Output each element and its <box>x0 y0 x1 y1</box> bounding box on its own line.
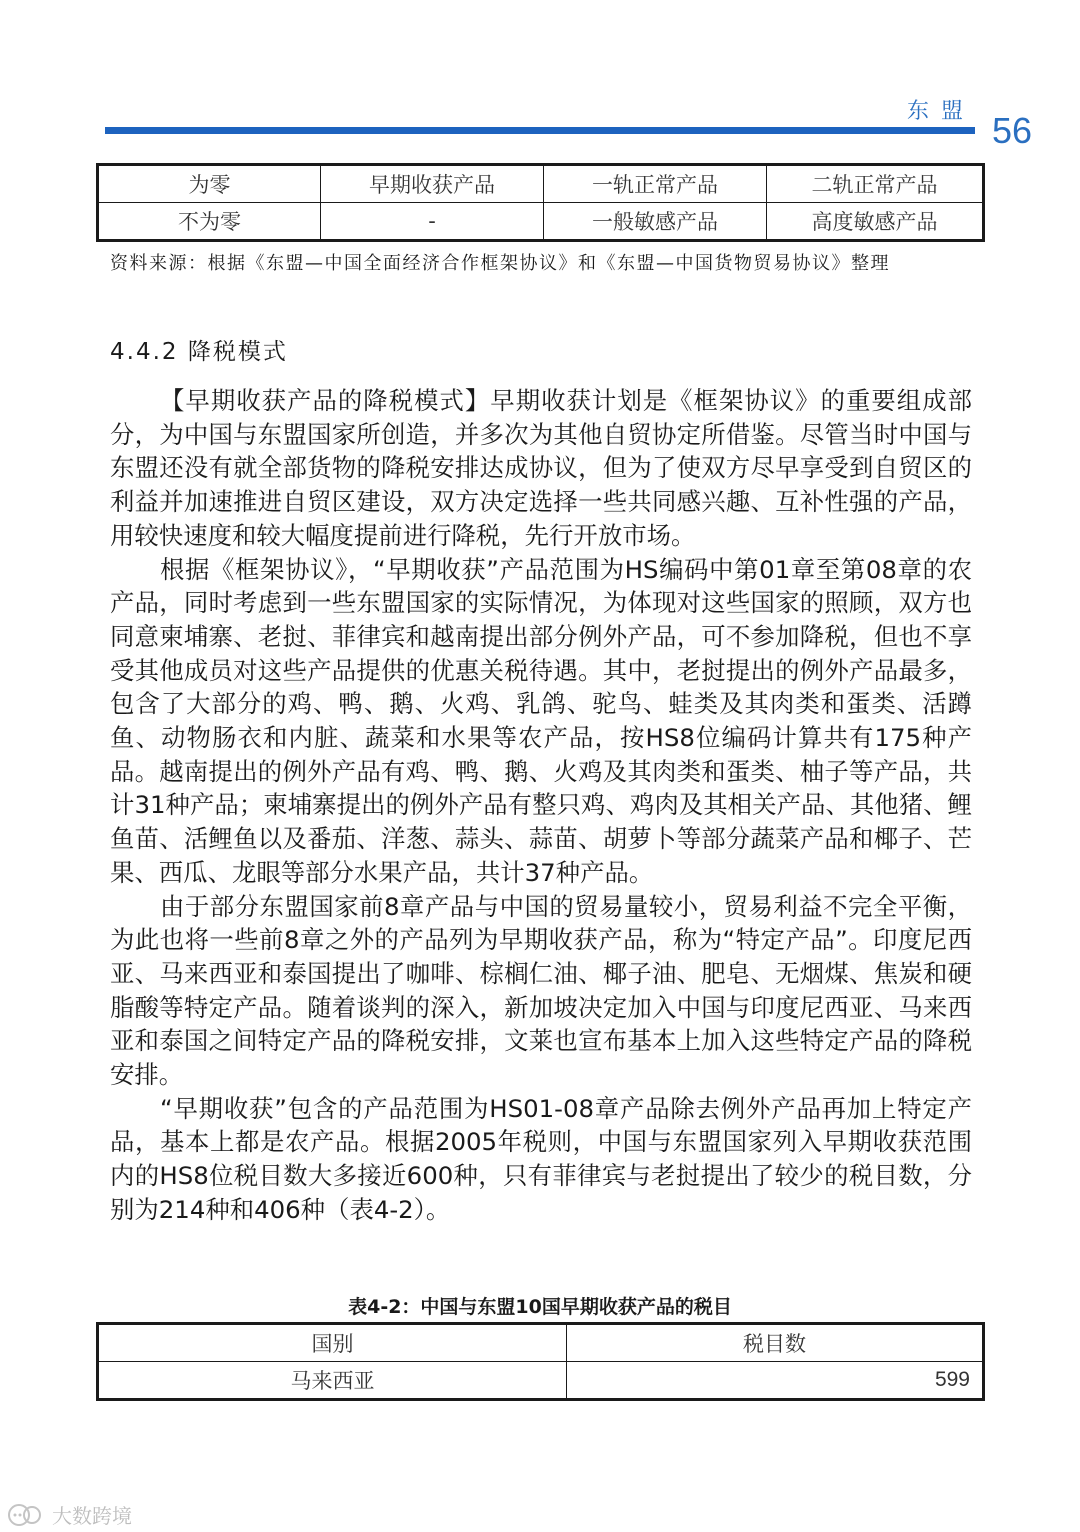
watermark <box>6 1500 132 1529</box>
table-cell: 一轨正常产品 <box>544 165 767 203</box>
paragraph: 由于部分东盟国家前8章产品与中国的贸易量较小，贸易利益不完全平衡，为此也将一些前8章之外的产品列为早期收获产品，称为“特定产品”。印度尼西亚、马来西亚和泰国提出了咖啡、棕榈仁油、椰子油、肥皂、无烟煤、焦炭和硬脂酸等特定产品。随着谈判的深入，新加坡决定加入中国与印度尼西亚、马来西亚和泰国之间特定产品的降税安排，文莱也宣布基本上加入这些特定产品的降税安排。 <box>110 891 972 1090</box>
table-cell: 高度敏感产品 <box>767 203 984 241</box>
tariff-category-table <box>96 163 985 242</box>
source-note: 资料来源：根据《东盟—中国全面经济合作框架协议》和《东盟—中国货物贸易协议》整理 <box>110 253 890 274</box>
table-cell: 马来西亚 <box>98 1362 567 1400</box>
header-section-title: 东盟 <box>906 99 975 124</box>
column-header: 税目数 <box>567 1324 984 1362</box>
table-cell: - <box>321 203 544 241</box>
chat-bubbles-icon <box>6 1502 46 1528</box>
body-text <box>110 384 972 1227</box>
table-cell: 不为零 <box>98 203 321 241</box>
table-caption: 表4-2：中国与东盟10国早期收获产品的税目 <box>348 1296 732 1318</box>
paragraph: 【早期收获产品的降税模式】早期收获计划是《框架协议》的重要组成部分，为中国与东盟国家所创造，并多次为其他自贸协定所借鉴。尽管当时中国与东盟还没有就全部货物的降税安排达成协议，但为了使双方尽早享受到自贸区的利益并加速推进自贸区建设，双方决定选择一些共同感兴趣、互补性强的产品，用较快速度和较大幅度提前进行降税，先行开放市场。 <box>110 386 972 550</box>
watermark-text: 大数跨境 <box>52 1504 132 1528</box>
table-cell: 二轨正常产品 <box>767 165 984 203</box>
paragraph: “早期收获”包含的产品范围为HS01-08章产品除去例外产品再加上特定产品，基本上都是农产品。根据2005年税则，中国与东盟国家列入早期收获范围内的HS8位税目数大多接近600种，只有菲律宾与老挝提出了较少的税目数，分别为214种和406种（表4-2）。 <box>110 1093 972 1224</box>
table-cell: 早期收获产品 <box>321 165 544 203</box>
page-number: 56 <box>992 110 1033 151</box>
table-cell: 为零 <box>98 165 321 203</box>
paragraph: 根据《框架协议》，“早期收获”产品范围为HS编码中第01章至第08章的农产品，同时考虑到一些东盟国家的实际情况，为体现对这些国家的照顾，双方也同意柬埔寨、老挝、菲律宾和越南提出部分例外产品，可不参加降税，但也不享受其他成员对这些产品提供的优惠关税待遇。其中，老挝提出的例外产品最多，包含了大部分的鸡、鸭、鹅、火鸡、乳鸽、驼鸟、蛙类及其肉类和蛋类、活蹲鱼、动物肠衣和内脏、蔬菜和水果等农产品，按HS8位编码计算共有175种产品。越南提出的例外产品有鸡、鸭、鹅、火鸡及其肉类和蛋类、柚子等产品，共计31种产品；柬埔寨提出的例外产品有整只鸡、鸡肉及其相关产品、其他猪、鲤鱼苗、活鲤鱼以及番茄、洋葱、蒜头、蒜苗、胡萝卜等部分蔬菜产品和椰子、芒果、西瓜、龙眼等部分水果产品，共计37种产品。 <box>110 554 972 887</box>
table-row <box>98 1362 984 1400</box>
table-cell: 一般敏感产品 <box>544 203 767 241</box>
table-row <box>98 203 984 241</box>
table-cell: 599 <box>567 1362 984 1400</box>
column-header: 国别 <box>98 1324 567 1362</box>
early-harvest-table <box>96 1322 985 1401</box>
header-rule <box>105 127 975 134</box>
section-heading: 4.4.2 降税模式 <box>110 339 288 365</box>
table-header-row <box>98 1324 984 1362</box>
table-row <box>98 165 984 203</box>
